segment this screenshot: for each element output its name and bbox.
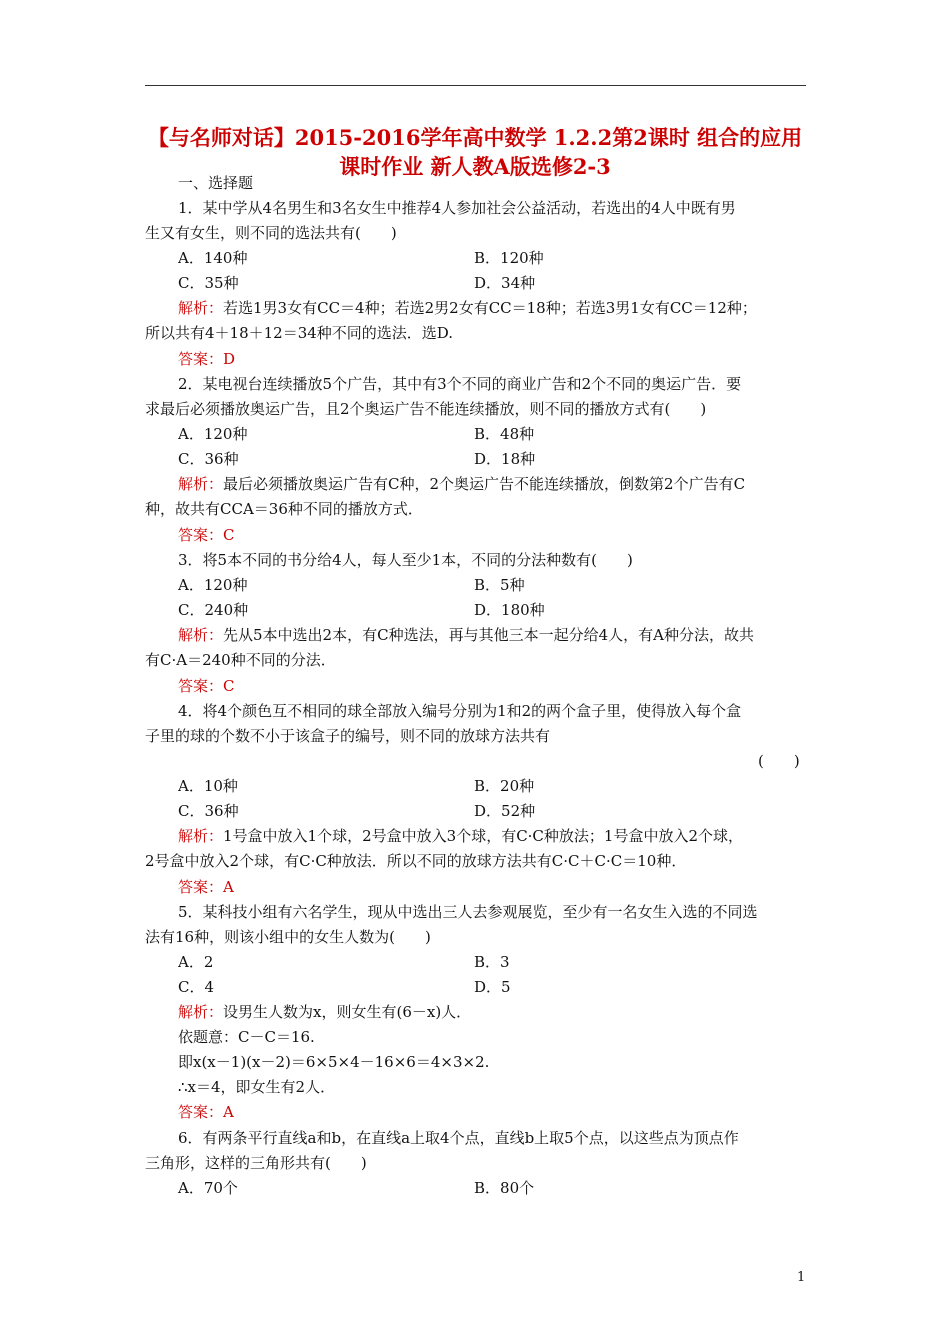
- q3-analysis-1: [178, 626, 754, 644]
- q2-option-c: C．36种: [178, 450, 239, 468]
- q5-analysis-1: [178, 1003, 471, 1021]
- q4-option-a: A．10种: [178, 777, 238, 795]
- q4-stem-2: 子里的球的个数不小于该盒子的编号，则不同的放球方法共有: [145, 727, 551, 745]
- q3-option-a: A．120种: [178, 576, 248, 594]
- analysis-label: 解析：: [178, 827, 224, 845]
- analysis-label: 解析：: [178, 1003, 224, 1021]
- analysis-label: 解析：: [178, 626, 224, 644]
- q4-answer: 答案：A: [178, 878, 234, 896]
- q2-stem-1: 2．某电视台连续播放5个广告，其中有3个不同的商业广告和2个不同的奥运广告．要: [178, 375, 742, 393]
- q6-option-a: A．70个: [178, 1179, 238, 1197]
- q2-analysis-2: 种，故共有CCA＝36种不同的播放方式．: [145, 500, 423, 518]
- header-rule: [145, 85, 806, 86]
- q1-option-a: A．140种: [178, 249, 248, 267]
- analysis-label: 解析：: [178, 475, 224, 493]
- q5-step-3: ∴x＝4，即女生有2人．: [178, 1078, 336, 1096]
- q5-step-2: 即x(x－1)(x－2)＝6×5×4－16×6＝4×3×2.: [178, 1053, 490, 1071]
- q6-option-b: B．80个: [474, 1179, 535, 1197]
- q5-option-b: B．3: [474, 953, 510, 971]
- q4-option-b: B．20种: [474, 777, 535, 795]
- q5-option-a: A．2: [178, 953, 214, 971]
- q2-analysis-1: [178, 475, 745, 493]
- q5-answer: 答案：A: [178, 1103, 234, 1121]
- q5-stem-2: 法有16种，则该小组中的女生人数为( ): [145, 928, 431, 946]
- q2-stem-2: 求最后必须播放奥运广告，且2个奥运广告不能连续播放，则不同的播放方式有( ): [145, 400, 707, 418]
- analysis-text: 若选1男3女有CC＝4种；若选2男2女有CC＝18种；若选3男1女有CC＝12种；: [223, 299, 757, 317]
- q5-stem-1: 5．某科技小组有六名学生，现从中选出三人去参观展览，至少有一名女生入选的不同选: [178, 903, 758, 921]
- q4-option-d: D．52种: [474, 802, 536, 820]
- analysis-label: 解析：: [178, 299, 224, 317]
- q3-stem-1: 3．将5本不同的书分给4人，每人至少1本，不同的分法种数有( ): [178, 551, 633, 569]
- section-heading: 一、选择题: [178, 174, 254, 192]
- q3-answer: 答案：C: [178, 677, 235, 695]
- q3-option-b: B．5种: [474, 576, 525, 594]
- q2-option-b: B．48种: [474, 425, 535, 443]
- q2-option-a: A．120种: [178, 425, 248, 443]
- q3-option-d: D．180种: [474, 601, 545, 619]
- q1-option-b: B．120种: [474, 249, 544, 267]
- q1-option-d: D．34种: [474, 274, 536, 292]
- q2-option-d: D．18种: [474, 450, 536, 468]
- q1-analysis-2: 所以共有4＋18＋12＝34种不同的选法．选D.: [145, 324, 454, 342]
- q4-analysis-2: 2号盒中放入2个球，有C·C种放法．所以不同的放球方法共有C·C＋C·C＝10种．: [145, 852, 687, 870]
- q3-analysis-2: 有C·A＝240种不同的分法．: [145, 651, 336, 669]
- analysis-text: 最后必须播放奥运广告有C种，2个奥运广告不能连续播放，倒数第2个广告有C: [223, 475, 746, 493]
- q4-stem-1: 4．将4个颜色互不相同的球全部放入编号分别为1和2的两个盒子里，使得放入每个盒: [178, 702, 742, 720]
- analysis-text: 1号盒中放入1个球，2号盒中放入3个球，有C·C种放法；1号盒中放入2个球，: [223, 827, 744, 845]
- q4-option-c: C．36种: [178, 802, 239, 820]
- q4-analysis-1: [178, 827, 743, 845]
- page-number: 1: [797, 1270, 806, 1285]
- q3-option-c: C．240种: [178, 601, 249, 619]
- q1-stem-1: 1．某中学从4名男生和3名女生中推荐4人参加社会公益活动，若选出的4人中既有男: [178, 199, 736, 217]
- q4-answer-paren: ( ): [758, 752, 800, 770]
- q2-answer: 答案：C: [178, 526, 235, 544]
- q1-stem-2: 生又有女生，则不同的选法共有( ): [145, 224, 397, 242]
- q5-step-1: 依题意：C－C＝16.: [178, 1028, 315, 1046]
- q1-option-c: C．35种: [178, 274, 239, 292]
- analysis-text: 设男生人数为x，则女生有(6－x)人．: [223, 1003, 472, 1021]
- q1-analysis-1: [178, 299, 757, 317]
- q1-answer: 答案：D: [178, 350, 236, 368]
- doc-title-line1: 【与名师对话】2015-2016学年高中数学 1.2.2第2课时 组合的应用: [147, 125, 803, 150]
- analysis-text: 先从5本中选出2本，有C种选法，再与其他三本一起分给4人，有A种分法，故共: [223, 626, 754, 644]
- q5-option-c: C．4: [178, 978, 215, 996]
- doc-title-line2: 课时作业 新人教A版选修2-3: [339, 154, 611, 179]
- q6-stem-2: 三角形，这样的三角形共有( ): [145, 1154, 367, 1172]
- q5-option-d: D．5: [474, 978, 511, 996]
- q6-stem-1: 6．有两条平行直线a和b，在直线a上取4个点，直线b上取5个点，以这些点为顶点作: [178, 1129, 739, 1147]
